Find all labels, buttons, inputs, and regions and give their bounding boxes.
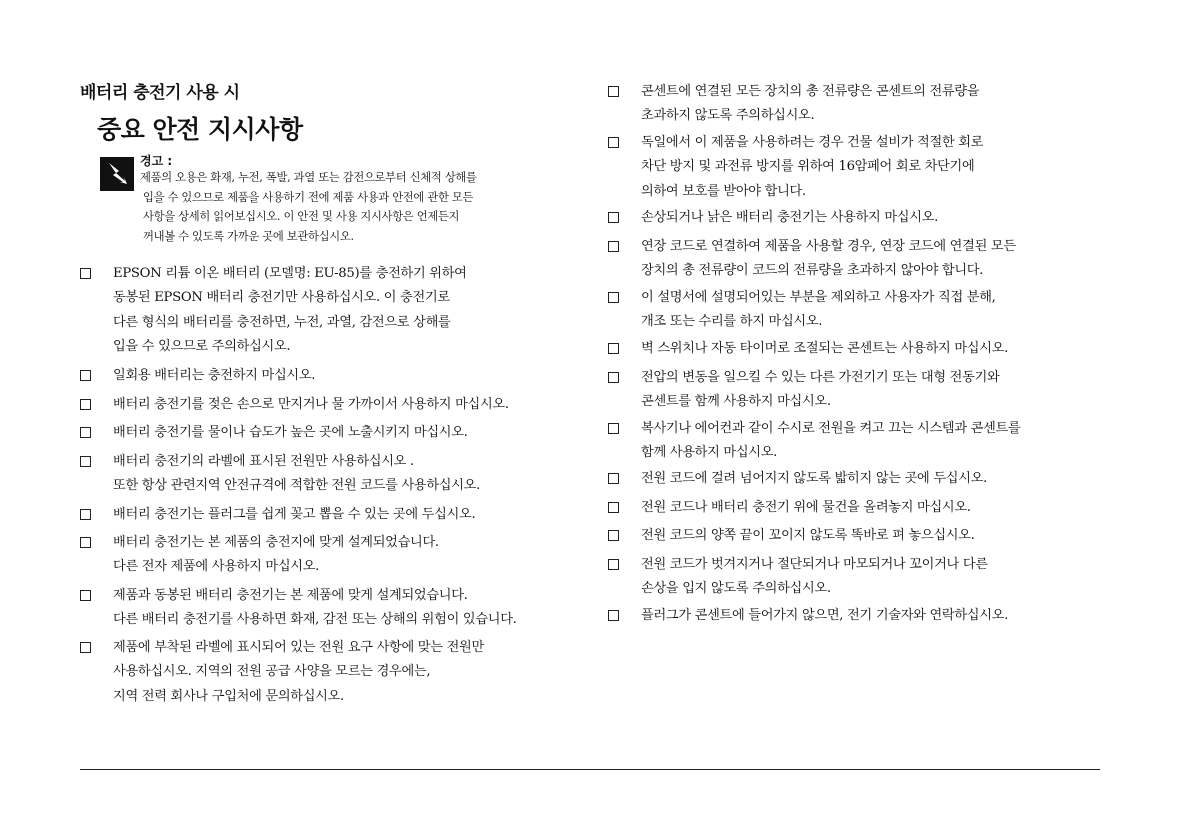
instruction-line: 제품과 동봉된 배터리 충전기는 본 제품에 맞게 설계되었습니다.: [113, 588, 468, 603]
instruction-line: 벽 스위치나 자동 타이머로 조절되는 콘센트는 사용하지 마십시오.: [641, 341, 1008, 356]
instruction-line: 동봉된 EPSON 배터리 충전기만 사용하십시오. 이 충전기로: [113, 290, 450, 306]
instruction-line: 손상되거나 낡은 배터리 충전기는 사용하지 마십시오.: [641, 210, 939, 225]
instruction-line: 초과하지 않도록 주의하십시오.: [641, 108, 815, 124]
instruction-text: [113, 262, 467, 359]
instruction-line: 전원 코드나 배터리 충전기 위에 물건을 올려놓지 마십시오.: [641, 500, 971, 515]
instruction-line: 입을 수 있으므로 주의하십시오.: [113, 338, 291, 354]
instruction-text: [113, 503, 475, 527]
instruction-line: 함께 사용하지 마십시오.: [641, 445, 778, 461]
checkbox-icon: [608, 137, 619, 148]
checkbox-icon: [608, 372, 619, 383]
warning-line: 사항을 상세히 읽어보십시오. 이 안전 및 사용 지시사항은 언제든지: [143, 210, 460, 223]
instruction-text: [641, 553, 988, 602]
instruction-text: [641, 235, 1016, 284]
warning-heading: 경고 :: [140, 154, 173, 168]
instruction-line: 연장 코드로 연결하여 제품을 사용할 경우, 연장 코드에 연결된 모든: [641, 239, 1016, 254]
instruction-line: 콘센트를 함께 사용하지 마십시오.: [641, 394, 831, 410]
instruction-line: 또한 항상 관련지역 안전규격에 적합한 전원 코드를 사용하십시오.: [113, 478, 480, 494]
instruction-text: [113, 364, 315, 388]
section-header: 배터리 충전기 사용 시: [80, 83, 240, 103]
checkbox-icon: [608, 343, 619, 354]
instruction-line: 다른 배터리 충전기를 사용하면 화재, 감전 또는 상해의 위험이 있습니다.: [113, 612, 517, 628]
instruction-text: [113, 393, 509, 417]
checkbox-icon: [608, 212, 619, 223]
instruction-line: 일회용 배터리는 충전하지 마십시오.: [113, 368, 316, 383]
instruction-text: [641, 286, 996, 335]
instruction-text: [641, 131, 983, 204]
instruction-line: 제품에 부착된 라벨에 표시되어 있는 전원 요구 사항에 맞는 전원만: [113, 640, 484, 655]
instruction-line: 전원 코드가 벗겨지거나 절단되거나 마모되거나 꼬이거나 다른: [641, 557, 988, 572]
instruction-line: 다른 형식의 배터리를 충전하면, 누전, 과열, 감전으로 상해를: [113, 314, 451, 330]
instruction-text: [641, 337, 1008, 361]
instruction-text: [641, 496, 971, 520]
instruction-line: 장치의 총 전류량이 코드의 전류량을 초과하지 않아야 합니다.: [641, 263, 984, 279]
checkbox-icon: [608, 530, 619, 541]
warning-line: 꺼내볼 수 있도록 가까운 곳에 보관하십시오.: [143, 229, 354, 243]
checkbox-icon: [80, 427, 91, 438]
instruction-text: [641, 467, 987, 491]
instruction-text: [113, 584, 517, 633]
instruction-text: [641, 417, 1020, 466]
checkbox-icon: [80, 590, 91, 601]
instruction-text: [641, 524, 975, 548]
instruction-line: 이 설명서에 설명되어있는 부분을 제외하고 사용자가 직접 분해,: [641, 290, 996, 305]
instruction-text: [113, 531, 439, 580]
instruction-text: [113, 636, 484, 709]
instruction-line: 지역 전력 회사나 구입처에 문의하십시오.: [113, 688, 344, 704]
instruction-text: [641, 366, 999, 415]
instruction-text: [113, 421, 468, 445]
warning-line: 제품의 오용은 화재, 누전, 폭발, 과열 또는 감전으로부터 신체적 상해를: [140, 171, 477, 184]
instruction-line: 플러그가 콘센트에 들어가지 않으면, 전기 기술자와 연락하십시오.: [641, 608, 1008, 623]
instruction-text: [113, 450, 480, 499]
instruction-line: 전원 코드의 양쪽 끝이 꼬이지 않도록 똑바로 펴 놓으십시오.: [641, 528, 975, 543]
instruction-line: 사용하십시오. 지역의 전원 공급 사양을 모르는 경우에는,: [113, 664, 431, 680]
instruction-line: 다른 전자 제품에 사용하지 마십시오.: [113, 559, 320, 575]
checkbox-icon: [80, 399, 91, 410]
instruction-line: 콘센트에 연결된 모든 장치의 총 전류량은 콘센트의 전류량을: [641, 84, 980, 99]
checkbox-icon: [608, 610, 619, 621]
instruction-text: [641, 206, 938, 230]
instruction-line: 차단 방지 및 과전류 방지를 위하여 16암페어 회로 차단기에: [641, 159, 975, 175]
instruction-line: 배터리 충전기의 라벨에 표시된 전원만 사용하십시오 .: [113, 454, 414, 469]
instruction-line: EPSON 리튬 이온 배터리 (모델명: EU-85)를 충전하기 위하여: [113, 266, 467, 281]
electric-shock-warning-icon: [100, 157, 134, 191]
instruction-line: 배터리 충전기는 플러그를 쉽게 꽂고 뽑을 수 있는 곳에 두십시오.: [113, 507, 476, 522]
checkbox-icon: [608, 241, 619, 252]
instruction-line: 개조 또는 수리를 하지 마십시오.: [641, 314, 823, 330]
checkbox-icon: [80, 509, 91, 520]
footer-divider: [80, 769, 1100, 770]
instruction-text: [641, 80, 979, 129]
checkbox-icon: [80, 642, 91, 653]
instruction-line: 전압의 변동을 일으킬 수 있는 다른 가전기기 또는 대형 전동기와: [641, 370, 1000, 385]
instruction-line: 배터리 충전기를 물이나 습도가 높은 곳에 노출시키지 마십시오.: [113, 425, 468, 440]
checkbox-icon: [608, 423, 619, 434]
checkbox-icon: [608, 86, 619, 97]
checkbox-icon: [80, 537, 91, 548]
checkbox-icon: [80, 268, 91, 279]
instruction-line: 전원 코드에 걸려 넘어지지 않도록 밟히지 않는 곳에 두십시오.: [641, 471, 988, 486]
instruction-line: 배터리 충전기는 본 제품의 충전지에 맞게 설계되었습니다.: [113, 535, 439, 550]
instruction-line: 의하여 보호를 받아야 합니다.: [641, 183, 806, 199]
warning-text: [140, 168, 580, 246]
instruction-line: 배터리 충전기를 젖은 손으로 만지거나 물 가까이서 사용하지 마십시오.: [113, 397, 509, 412]
instruction-line: 독일에서 이 제품을 사용하려는 경우 건물 설비가 적절한 회로: [641, 135, 984, 150]
page-title: 중요 안전 지시사항: [97, 115, 303, 144]
instruction-line: 복사기나 에어컨과 같이 수시로 전원을 켜고 끄는 시스템과 콘센트를: [641, 421, 1021, 436]
checkbox-icon: [608, 559, 619, 570]
warning-line: 입을 수 있으므로 제품을 사용하기 전에 제품 사용과 안전에 관한 모든: [143, 190, 474, 204]
instruction-text: [641, 604, 1008, 628]
checkbox-icon: [80, 370, 91, 381]
checkbox-icon: [80, 456, 91, 467]
checkbox-icon: [608, 473, 619, 484]
checkbox-icon: [608, 292, 619, 303]
instruction-line: 손상을 입지 않도록 주의하십시오.: [641, 581, 831, 597]
checkbox-icon: [608, 502, 619, 513]
